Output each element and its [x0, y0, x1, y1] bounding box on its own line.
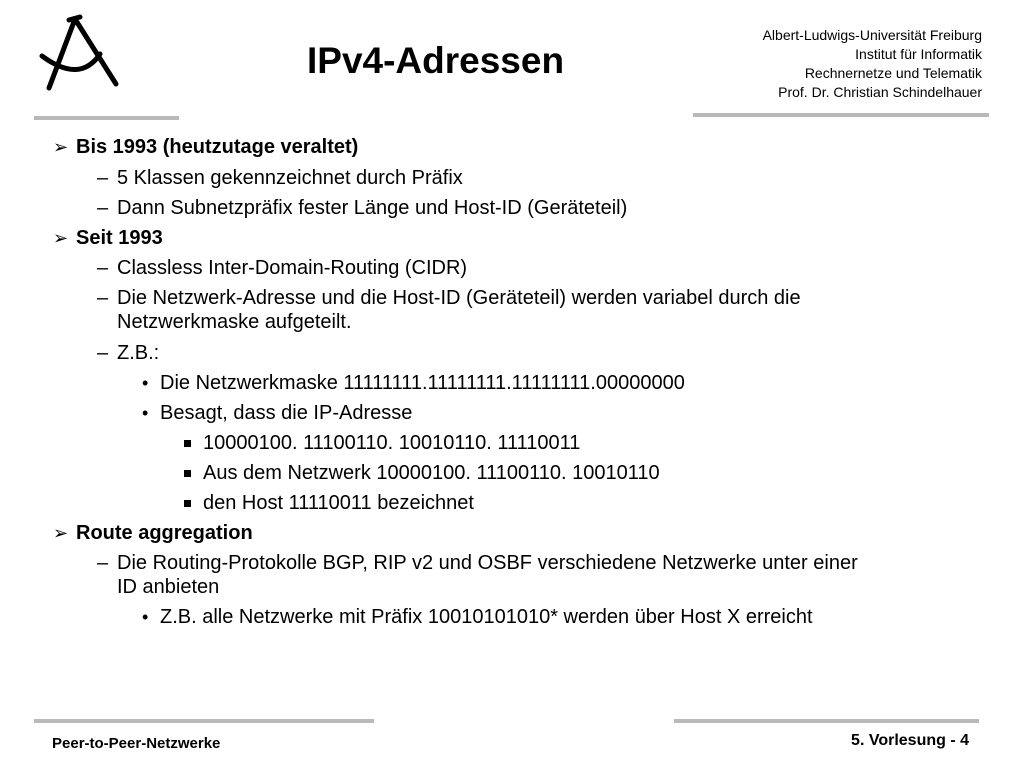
- list-item: Aus dem Netzwerk 10000100. 11100110. 10010110: [203, 461, 660, 486]
- arrow-bullet-icon: ➢: [53, 228, 69, 248]
- section-heading: ➢ Route aggregation: [53, 522, 253, 544]
- list-item: • Z.B. alle Netzwerke mit Präfix 10010101010* werden über Host X erreicht: [142, 606, 813, 628]
- header-rule-right: [693, 113, 989, 117]
- list-item-continuation: Netzwerkmaske aufgeteilt.: [117, 311, 352, 333]
- list-item: 10000100. 11100110. 10010110. 11110011: [203, 431, 580, 456]
- list-item: – Die Netzwerk-Adresse und die Host-ID (Geräteteil) werden variabel durch die: [97, 287, 801, 309]
- list-item: – 5 Klassen gekennzeichnet durch Präfix: [97, 167, 463, 189]
- institute-name: Institut für Informatik: [855, 46, 982, 62]
- arrow-bullet-icon: ➢: [53, 137, 69, 157]
- list-item: den Host 11110011 bezeichnet: [203, 491, 474, 516]
- dash-bullet-icon: –: [97, 167, 109, 189]
- dash-bullet-icon: –: [97, 342, 109, 364]
- dot-bullet-icon: •: [142, 607, 149, 627]
- list-item: – Z.B.:: [97, 342, 160, 364]
- section-heading: ➢ Bis 1993 (heutzutage veraltet): [53, 136, 359, 158]
- dash-bullet-icon: –: [97, 197, 109, 219]
- list-item: • Besagt, dass die IP-Adresse: [142, 402, 413, 424]
- dot-bullet-icon: •: [142, 403, 149, 423]
- university-logo-icon: [38, 14, 122, 94]
- list-item: – Dann Subnetzpräfix fester Länge und Host-ID (Geräteteil): [97, 197, 628, 219]
- course-name: Peer-to-Peer-Netzwerke: [52, 735, 221, 752]
- footer-rule-right: [674, 719, 979, 723]
- dash-bullet-icon: –: [97, 257, 109, 279]
- slide-title: IPv4-Adressen: [307, 40, 565, 81]
- list-item-continuation: ID anbieten: [117, 576, 220, 598]
- section-heading: ➢ Seit 1993: [53, 227, 163, 249]
- institution-block: [763, 26, 982, 102]
- university-name: Albert-Ludwigs-Universität Freiburg: [762, 27, 982, 43]
- department-name: Rechnernetze und Telematik: [804, 65, 982, 81]
- page-number: 5. Vorlesung - 4: [851, 732, 969, 749]
- list-item: • Die Netzwerkmaske 11111111.11111111.11111111.00000000: [142, 372, 685, 394]
- list-item: – Die Routing-Protokolle BGP, RIP v2 und OSBF verschiedene Netzwerke unter einer: [97, 552, 858, 574]
- dash-bullet-icon: –: [97, 552, 109, 574]
- arrow-bullet-icon: ➢: [53, 523, 69, 543]
- dot-bullet-icon: •: [142, 373, 149, 393]
- professor-name: Prof. Dr. Christian Schindelhauer: [778, 84, 982, 100]
- dash-bullet-icon: –: [97, 287, 109, 309]
- footer-rule-left: [34, 719, 374, 723]
- header-rule-left: [34, 116, 179, 120]
- list-item: – Classless Inter-Domain-Routing (CIDR): [97, 257, 468, 279]
